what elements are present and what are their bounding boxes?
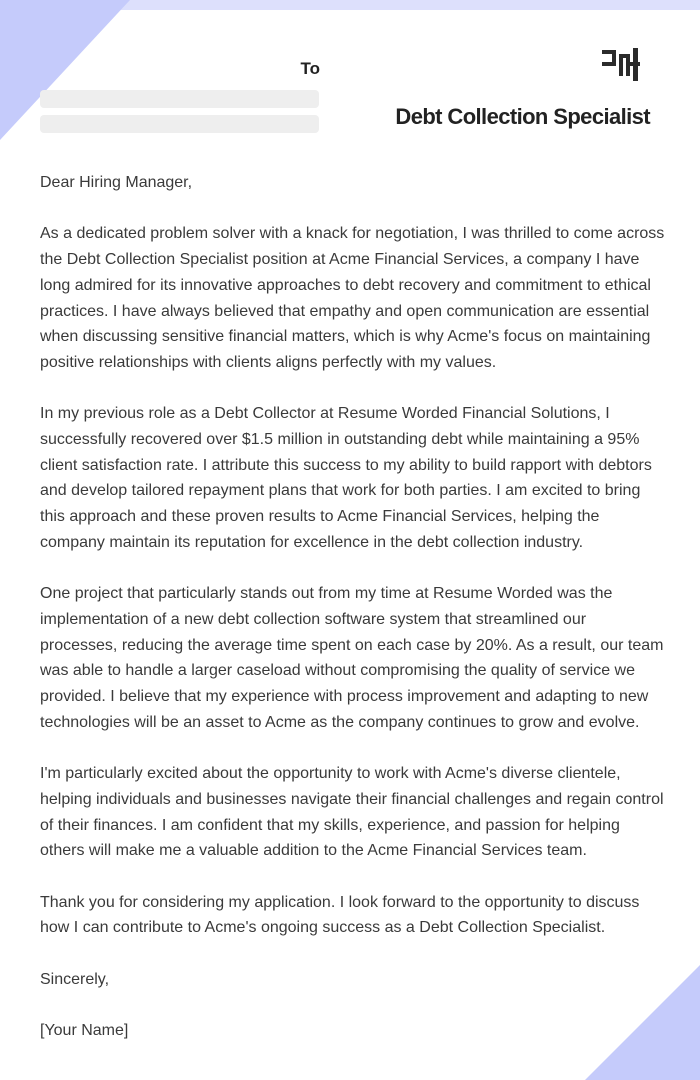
salutation: Dear Hiring Manager, bbox=[40, 174, 193, 191]
body-paragraph-1: As a dedicated problem solver with a knack for negotiation, I was thrilled to come across the Debt Collection Specialist position at Acme Financial Services, a company I have long admired for its innovative approaches to debt recovery and commitment to ethical practices. I have always believed that empathy and open communication are essential when discussing sensitive financial matters, which is why Acme's focus on maintaining positive relationships with clients aligns perfectly with my values. bbox=[40, 225, 665, 371]
body-paragraph-2: In my previous role as a Debt Collector at Resume Worded Financial Solutions, I successfully recovered over $1.5 million in outstanding debt while maintaining a 95% client satisfaction rate. I attribute this success to my ability to build rapport with debtors and develop tailored repayment plans that work for both parties. I am excited to bring this approach and these proven results to Acme Financial Services, helping the company maintain its reputation for excellence in the debt collection industry. bbox=[40, 405, 652, 551]
company-logo-icon bbox=[600, 44, 646, 84]
body-paragraph-4: I'm particularly excited about the opportunity to work with Acme's diverse clientele, helping individuals and businesses navigate their financial challenges and regain control of their finances. I am confident that my skills, experience, and passion for helping others will make me a valuable addition to the Acme Financial Services team. bbox=[40, 765, 664, 860]
body-paragraph-3: One project that particularly stands out from my time at Resume Worded was the implementation of a new debt collection software system that streamlined our processes, reducing the average time spent on each case by 20%. As a result, our team was able to handle a larger caseload without compromising the quality of service we provided. I believe that my experience with process improvement and adapting to new technologies will be an asset to Acme as the company continues to grow and evolve. bbox=[40, 585, 664, 731]
recipient-to-label: To bbox=[300, 59, 320, 78]
recipient-placeholder-line-2 bbox=[40, 115, 319, 133]
job-title-heading: Debt Collection Specialist bbox=[395, 104, 650, 129]
body-paragraph-5: Thank you for considering my application. I look forward to the opportunity to discuss how I can contribute to Acme's ongoing success as a Debt Collection Specialist. bbox=[40, 893, 640, 937]
letter-body bbox=[40, 170, 665, 1069]
recipient-placeholder-line-1 bbox=[40, 90, 319, 108]
signature: [Your Name] bbox=[40, 1022, 129, 1040]
closing: Sincerely, bbox=[40, 970, 110, 988]
